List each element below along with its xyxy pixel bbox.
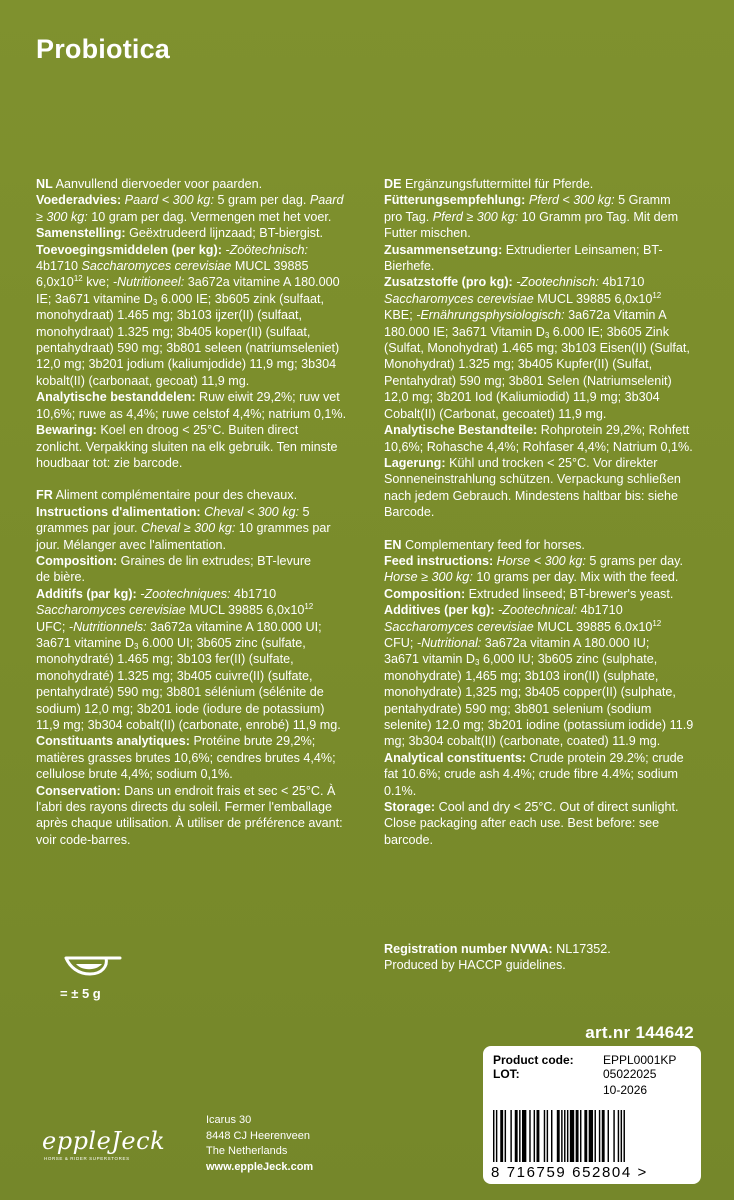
de-line: [384, 225, 706, 241]
fr-line: [36, 832, 356, 848]
fr-text: Protéine brute 29,2%;: [189, 734, 316, 749]
nl-line: [36, 209, 356, 225]
nl-text: 6.000 IE; 3b605 zink (sulfaat,: [157, 291, 324, 306]
nl-text: Aanvullend diervoeder voor paarden.: [52, 177, 263, 191]
barcode-bar: [515, 1110, 518, 1162]
de-text: KBE;: [384, 308, 417, 323]
nl-line: [36, 225, 356, 241]
de-text: 12: [652, 290, 662, 300]
fr-line: [36, 717, 356, 733]
de-text: Pferd ≥ 300 kg:: [432, 209, 519, 224]
de-text: Zusatzstoffe (pro kg):: [384, 275, 513, 290]
fr-text: MUCL 39885 6,0x10: [185, 603, 305, 618]
nl-text: kve;: [82, 275, 113, 290]
nl-text: -Zoötechnisch:: [221, 242, 309, 257]
de-text: Futter mischen.: [384, 226, 471, 241]
nl-line: [36, 258, 356, 274]
registration-number: NL17352.: [552, 942, 611, 956]
en-line: [384, 799, 706, 815]
de-line: [384, 192, 706, 208]
nl-line: [36, 307, 356, 323]
section-fr: [36, 487, 356, 848]
nl-text: 5 gram per dag.: [213, 193, 310, 208]
fr-line: [36, 815, 356, 831]
address-block: [206, 1113, 313, 1175]
fr-line: [36, 668, 356, 684]
barcode-bar: [500, 1110, 503, 1162]
en-text: Crude protein 29.2%; crude: [526, 750, 684, 765]
barcode-bar: [529, 1110, 530, 1162]
fr-line: [36, 553, 356, 569]
barcode-bar: [547, 1110, 548, 1162]
de-text: Sonneneinstrahlung schützen. Verpackung schließen: [384, 472, 681, 487]
de-text: Ergänzungsfuttermittel für Pferde.: [401, 177, 594, 191]
nl-text: 10,6%; ruwe as 4,4%; ruwe celstof 4,4%; natrium 0,1%.: [36, 406, 347, 421]
de-text: MUCL 39885 6,0x10: [533, 291, 653, 306]
address-city: 8448 CJ Heerenveen: [206, 1129, 310, 1142]
de-line: [384, 209, 706, 225]
fr-text: monohydraté) 1.465 mg; 3b103 fer(II) (sulfate,: [36, 652, 294, 667]
fr-text: 3a671 vitamine D: [36, 635, 135, 650]
de-text: Fütterungsempfehlung:: [384, 193, 526, 208]
nl-text: MUCL 39885: [231, 259, 309, 274]
fr-text: 10 grammes par: [235, 521, 331, 536]
en-text: 4b1710: [577, 603, 623, 618]
fr-line: [36, 783, 356, 799]
de-text: DE: [384, 177, 402, 191]
de-text: Extrudierter Leinsamen; BT-: [502, 242, 663, 257]
de-line: [384, 488, 706, 504]
en-line: [384, 815, 706, 831]
product-code-value: EPPL0001KP: [603, 1053, 677, 1067]
en-text: Additives (per kg):: [384, 603, 495, 618]
fr-text: 6.000 UI; 3b605 zinc (sulfate,: [138, 635, 306, 650]
fr-text: jour. Mélanger avec l'alimentation.: [36, 537, 227, 552]
brand-tagline: HORSE & RIDER SUPERSTORES: [44, 1156, 130, 1161]
fr-text: grammes par jour.: [36, 521, 141, 536]
nl-line: [36, 422, 356, 438]
address-street: Icarus 30: [206, 1114, 252, 1126]
en-text: EN: [384, 537, 402, 552]
scoop-amount: = ± 5 g: [60, 986, 101, 1001]
barcode-bar: [496, 1110, 497, 1162]
scoop-icon: [62, 952, 122, 988]
en-text: fat 10.6%; crude ash 4.4%; crude fibre 4.4%; sodium: [384, 767, 679, 782]
nl-text: Koel en droog < 25°C. Buiten direct: [96, 423, 299, 438]
de-text: Pferd < 300 kg:: [525, 193, 615, 208]
barcode-bar: [602, 1110, 605, 1162]
en-text: 3: [475, 658, 480, 668]
barcode-bar: [584, 1110, 587, 1162]
nl-text: Toevoegingsmiddelen (per kg):: [36, 242, 222, 257]
fr-line: [36, 684, 356, 700]
nl-text: Analytische bestanddelen:: [36, 390, 196, 405]
barcode-bar: [505, 1110, 506, 1162]
en-line: [384, 684, 706, 700]
en-text: Extruded linseed; BT-brewer's yeast.: [465, 586, 674, 601]
fr-text: Composition:: [36, 553, 118, 568]
nl-text: Voederadvies:: [36, 193, 122, 208]
nl-text: Paard < 300 kg:: [121, 193, 214, 208]
nl-line: [36, 340, 356, 356]
de-line: [384, 406, 706, 422]
en-text: -Nutritional:: [416, 635, 482, 650]
product-code-label: Product code:: [493, 1053, 574, 1067]
nl-text: 12: [73, 274, 83, 284]
lot-value: 05022025: [603, 1067, 657, 1081]
nl-text: 3a672a vitamine A 180.000: [184, 275, 340, 290]
de-line: [384, 307, 706, 323]
de-line: [384, 340, 706, 356]
en-line: [384, 717, 706, 733]
de-line: [384, 242, 706, 258]
de-text: 12,0 mg; 3b201 Iod (Kaliumiodid) 11,9 mg; 3b304: [384, 390, 660, 405]
brand-logo: eppleJeck: [42, 1127, 166, 1155]
fr-line: [36, 635, 356, 651]
en-text: Storage:: [384, 800, 436, 815]
en-text: 3a672a vitamin A 180.000 IU;: [481, 635, 650, 650]
barcode-bar: [544, 1110, 545, 1162]
fr-text: FR: [36, 488, 53, 503]
nl-line: [36, 389, 356, 405]
product-code-row: [493, 1053, 677, 1067]
nl-text: kobalt(II) (carbonaat, gecoat) 11,9 mg.: [36, 373, 250, 388]
barcode-bar: [576, 1110, 579, 1162]
de-line: [384, 471, 706, 487]
de-line: [384, 373, 706, 389]
de-text: 180.000 IE; 3a671 Vitamin D: [384, 324, 545, 339]
fr-text: Dans un endroit frais et sec < 25°C. À: [120, 783, 336, 798]
en-line: [384, 602, 706, 618]
fr-line: [36, 619, 356, 635]
en-line: [384, 733, 706, 749]
de-line: [384, 356, 706, 372]
en-line: [384, 537, 706, 553]
en-text: 0.1%.: [384, 783, 417, 798]
fr-text: Cheval ≥ 300 kg:: [141, 521, 236, 536]
de-text: Barcode.: [384, 505, 435, 520]
de-text: Analytische Bestandteile:: [384, 423, 538, 438]
en-text: 12: [652, 618, 662, 628]
fr-text: l'abri des rayons directs du soleil. Fermer l'emballage: [36, 800, 332, 815]
nl-text: NL: [36, 177, 53, 191]
barcode-bar: [522, 1110, 526, 1162]
fr-text: -Nutritionnels:: [68, 619, 147, 634]
fr-text: UFC;: [36, 619, 69, 634]
nl-text: Ruw eiwit 29,2%; ruw vet: [195, 390, 340, 405]
section-nl: [36, 176, 356, 471]
de-text: Rohprotein 29,2%; Rohfett: [537, 423, 690, 438]
de-text: Lagerung:: [384, 455, 446, 470]
de-line: [384, 291, 706, 307]
fr-line: [36, 701, 356, 717]
en-text: monohydrate) 1,325 mg; 3b405 copper(II) (sulphate,: [384, 685, 676, 700]
barcode-bar: [564, 1110, 565, 1162]
barcode-bar: [618, 1110, 619, 1162]
barcode-digits: 8 716759 652804 >: [491, 1164, 648, 1181]
en-text: Complementary feed for horses.: [401, 537, 585, 552]
nl-line: [36, 439, 356, 455]
barcode-bar: [537, 1110, 540, 1162]
de-text: 10 Gramm pro Tag. Mit dem: [518, 209, 679, 224]
barcode-bar: [567, 1110, 568, 1162]
fr-text: pentahydraté) 590 mg; 3b801 sélénium (sélénite de: [36, 685, 324, 700]
lot-row: [493, 1067, 657, 1081]
nl-text: IE; 3a671 vitamine D: [36, 291, 153, 306]
haccp-note: Produced by HACCP guidelines.: [384, 958, 566, 973]
de-text: (Sulfat, Monohydrat) 1.465 mg; 3b103 Eisen(II) (Sulfat,: [384, 341, 690, 356]
fr-text: 3a672a vitamine A 180.000 UI;: [146, 619, 322, 634]
barcode-bar: [510, 1110, 511, 1162]
de-text: pro Tag.: [384, 209, 433, 224]
barcode-bar: [621, 1110, 622, 1162]
left-column: [36, 176, 356, 864]
de-text: Monohydrat) 1.325 mg; 3b405 Kupfer(II) (Sulfat,: [384, 357, 653, 372]
en-text: 10 grams per day. Mix with the feed.: [472, 570, 679, 585]
en-line: [384, 783, 706, 799]
barcode-bar: [551, 1110, 552, 1162]
de-text: Saccharomyces cerevisiae: [384, 291, 534, 306]
barcode-bar: [570, 1110, 574, 1162]
en-text: Horse ≥ 300 kg:: [384, 570, 473, 585]
fr-text: 5: [299, 504, 310, 519]
nl-line: [36, 192, 356, 208]
de-text: nach jedem Gebrauch. Mindestens haltbar bis: siehe: [384, 488, 679, 503]
nl-text: ≥ 300 kg:: [36, 209, 88, 224]
de-text: -Zootechnisch:: [512, 275, 599, 290]
nl-text: monohydraat) 1.325 mg; 3b405 koper(II) (sulfaat,: [36, 324, 311, 339]
en-text: Feed instructions:: [384, 553, 494, 568]
en-text: barcode.: [384, 832, 434, 847]
nl-line: [36, 455, 356, 471]
fr-text: 12: [304, 602, 314, 612]
fr-text: 11,9 mg; 3b304 cobalt(II) (carbonate, enrobé) 11,9 mg.: [36, 718, 341, 732]
barcode-bar: [557, 1110, 560, 1162]
nl-text: Geëxtrudeerd lijnzaad; BT-biergist.: [125, 226, 323, 241]
fr-line: [36, 520, 356, 536]
product-title: Probiotica: [36, 34, 171, 64]
en-line: [384, 619, 706, 635]
fr-text: Conservation:: [36, 783, 121, 798]
fr-text: après chaque utilisation. À utiliser de préférence avant:: [36, 816, 343, 831]
nl-line: [36, 373, 356, 389]
de-text: Pentahydrat) 590 mg; 3b801 Selen (Natriumselenit): [384, 373, 672, 388]
nl-text: Saccharomyces cerevisiae: [81, 259, 232, 274]
de-line: [384, 324, 706, 340]
nl-line: [36, 176, 356, 192]
expiry-value: 10-2026: [603, 1083, 648, 1097]
de-text: -Ernährungsphysiologisch:: [416, 308, 565, 323]
registration-label: Registration number NVWA:: [384, 942, 553, 956]
nl-line: [36, 274, 356, 290]
de-text: 5 Gramm: [614, 193, 671, 208]
de-line: [384, 455, 706, 471]
barcode-bar: [608, 1110, 609, 1162]
en-line: [384, 586, 706, 602]
nl-text: Samenstelling:: [36, 226, 126, 241]
barcode-bar: [595, 1110, 596, 1162]
fr-line: [36, 799, 356, 815]
en-text: Composition:: [384, 586, 466, 601]
nl-text: pentahydraat) 590 mg; 3b801 seleen (natriumseleniet): [36, 341, 340, 356]
en-text: monohydrate) 1,465 mg; 3b103 iron(II) (sulphate,: [384, 668, 659, 683]
nl-line: [36, 356, 356, 372]
de-text: 10,6%; Rohasche 4,4%; Rohfaser 4,4%; Natrium 0,1%.: [384, 439, 693, 454]
de-text: Zusammensetzung:: [384, 242, 503, 257]
nl-text: 4b1710: [36, 259, 82, 274]
de-line: [384, 422, 706, 438]
nl-text: zonlicht. Verpakking sluiten na elk gebruik. Ten minste: [36, 439, 338, 454]
nl-text: monohydraat) 1.465 mg; 3b103 ijzer(II) (sulfaat,: [36, 308, 302, 323]
expiry-row: [493, 1083, 648, 1097]
fr-text: Graines de lin extrudes; BT-levure: [117, 553, 312, 568]
right-column: [384, 176, 706, 864]
barcode-bar: [534, 1110, 535, 1162]
fr-line: [36, 766, 356, 782]
fr-text: Additifs (par kg):: [36, 586, 137, 601]
fr-line: [36, 750, 356, 766]
en-line: [384, 701, 706, 717]
nl-line: [36, 324, 356, 340]
fr-text: Cheval < 300 kg:: [200, 504, 299, 519]
barcode-icon: [491, 1110, 695, 1162]
en-text: Cool and dry < 25°C. Out of direct sunlight.: [435, 800, 679, 815]
barcode-bar: [561, 1110, 562, 1162]
fr-text: de bière.: [36, 570, 86, 585]
en-text: Analytical constituents:: [384, 750, 527, 765]
nl-line: [36, 291, 356, 307]
website-link[interactable]: www.eppleJeck.com: [206, 1160, 314, 1173]
en-text: pentahydrate) 590 mg; 3b801 selenium (sodium: [384, 701, 652, 716]
fr-line: [36, 733, 356, 749]
en-line: [384, 766, 706, 782]
fr-text: sodium) 12,0 mg; 3b201 iode (iodure de potassium): [36, 701, 325, 716]
nl-text: houdbaar tot: zie barcode.: [36, 455, 183, 470]
fr-text: cellulose brute 4,4%; sodium 0,1%.: [36, 767, 233, 782]
en-text: -Zootechnical:: [494, 603, 578, 618]
de-line: [384, 389, 706, 405]
de-text: Cobalt(II) (Carbonat, gecoatet) 11,9 mg.: [384, 406, 607, 421]
de-line: [384, 274, 706, 290]
de-text: Bierhefe.: [384, 259, 435, 274]
fr-text: Instructions d'alimentation:: [36, 504, 201, 519]
fr-line: [36, 504, 356, 520]
de-text: Kühl und trocken < 25°C. Vor direkter: [445, 455, 658, 470]
barcode-bar: [624, 1110, 625, 1162]
fr-text: Constituants analytiques:: [36, 734, 190, 749]
fr-line: [36, 602, 356, 618]
fr-text: 3: [134, 641, 139, 651]
de-text: 4b1710: [598, 275, 645, 290]
de-line: [384, 504, 706, 520]
lot-label: LOT:: [493, 1067, 520, 1081]
en-line: [384, 569, 706, 585]
fr-text: monohydraté) 1.325 mg; 3b405 cuivre(II) (sulfate,: [36, 668, 313, 683]
en-text: mg; 3b304 cobalt(II) (carbonate, coated) 11.9 mg.: [384, 734, 661, 749]
fr-text: 4b1710: [230, 586, 277, 601]
de-line: [384, 176, 706, 192]
en-line: [384, 668, 706, 684]
fr-line: [36, 586, 356, 602]
fr-line: [36, 487, 356, 503]
en-text: MUCL 39885 6.0x10: [533, 619, 653, 634]
nl-text: -Nutritioneel:: [112, 275, 185, 290]
en-text: Close packaging after each use. Best before: see: [384, 816, 660, 831]
de-line: [384, 258, 706, 274]
nl-line: [36, 406, 356, 422]
fr-text: Aliment complémentaire pour des chevaux.: [52, 488, 298, 503]
de-line: [384, 439, 706, 455]
fr-line: [36, 537, 356, 553]
en-line: [384, 651, 706, 667]
section-en: [384, 537, 706, 849]
barcode-bar: [599, 1110, 600, 1162]
registration-block: [384, 941, 611, 974]
fr-line: [36, 651, 356, 667]
en-line: [384, 750, 706, 766]
de-text: 6.000 IE; 3b605 Zink: [549, 324, 669, 339]
nl-text: 3: [152, 297, 158, 307]
nl-line: [36, 242, 356, 258]
barcode-bar: [519, 1110, 520, 1162]
fr-text: -Zootechniques:: [136, 586, 231, 601]
en-line: [384, 832, 706, 848]
fr-text: Saccharomyces cerevisiae: [36, 603, 186, 618]
en-text: 5 grams per day.: [585, 553, 683, 568]
en-text: 6,000 IU; 3b605 zinc (sulphate,: [479, 652, 658, 667]
barcode-bar: [613, 1110, 614, 1162]
en-text: 3a671 vitamin D: [384, 652, 476, 667]
nl-text: 6,0x10: [36, 275, 74, 290]
en-line: [384, 553, 706, 569]
de-text: 3a672a Vitamin A: [564, 308, 667, 323]
article-number: art.nr 144642: [585, 1023, 694, 1042]
nl-text: 10 gram per dag. Vermengen met het voer.: [87, 209, 332, 224]
en-text: CFU;: [384, 635, 417, 650]
de-text: 3: [544, 330, 550, 340]
barcode-bar: [493, 1110, 494, 1162]
barcode-bar: [589, 1110, 593, 1162]
fr-text: voir code-barres.: [36, 832, 131, 847]
fr-line: [36, 569, 356, 585]
barcode-bar: [580, 1110, 581, 1162]
section-de: [384, 176, 706, 521]
address-country: The Netherlands: [206, 1145, 288, 1158]
en-line: [384, 635, 706, 651]
en-text: selenite) 12.0 mg; 3b201 iodine (potassium iodide) 11.9: [384, 718, 694, 732]
barcode-box: [483, 1046, 701, 1184]
en-text: Saccharomyces cerevisiae: [384, 619, 534, 634]
nl-text: 12,0 mg; 3b201 jodium (kaliumjodide) 11,9 mg; 3b304: [36, 357, 337, 372]
nl-text: Paard: [309, 193, 344, 208]
fr-text: matières grasses brutes 10,6%; cendres brutes 4,4%;: [36, 750, 336, 765]
en-text: Horse < 300 kg:: [493, 553, 586, 568]
nl-text: Bewaring:: [36, 423, 97, 438]
